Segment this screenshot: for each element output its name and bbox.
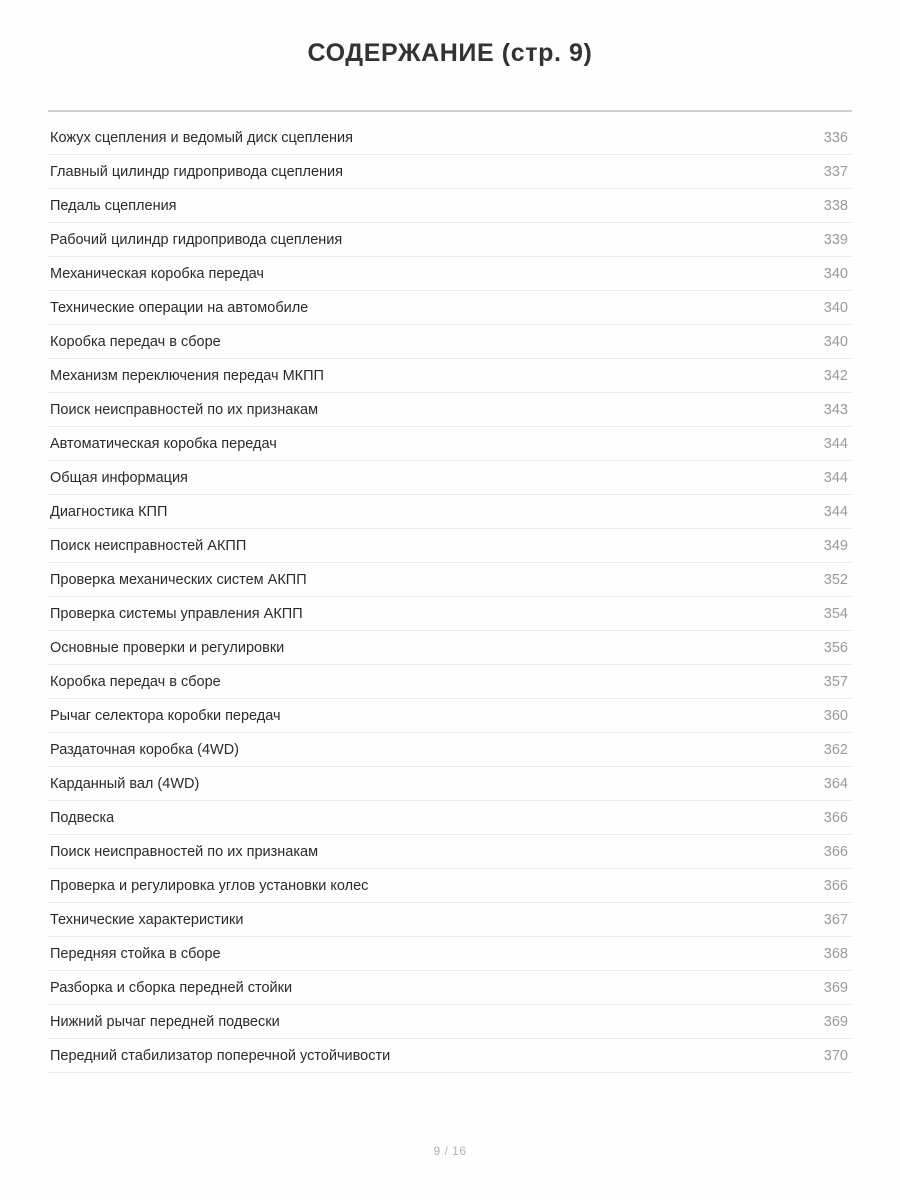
- toc-entry[interactable]: [48, 393, 852, 427]
- toc-entry-label: Рычаг селектора коробки передач: [50, 708, 281, 724]
- toc-entry-page-number: 339: [823, 232, 848, 248]
- toc-entry[interactable]: [48, 189, 852, 223]
- toc-entry-page-number: 357: [823, 674, 848, 690]
- toc-entry-page-number: 366: [823, 844, 848, 860]
- toc-entry-page-number: 340: [823, 266, 848, 282]
- toc-entry[interactable]: [48, 1039, 852, 1073]
- toc-entry-label: Рабочий цилиндр гидропривода сцепления: [50, 232, 343, 248]
- toc-entry[interactable]: [48, 257, 852, 291]
- toc-entry[interactable]: [48, 291, 852, 325]
- toc-entry-label: Механизм переключения передач МКПП: [50, 368, 324, 384]
- toc-entry-page-number: 370: [823, 1048, 848, 1064]
- toc-entry-label: Поиск неисправностей по их признакам: [50, 844, 319, 860]
- toc-entry-label: Проверка механических систем АКПП: [50, 572, 307, 588]
- toc-entry[interactable]: [48, 699, 852, 733]
- toc-entry-label: Общая информация: [50, 470, 188, 486]
- toc-entry-label: Поиск неисправностей АКПП: [50, 538, 247, 554]
- toc-entry[interactable]: [48, 801, 852, 835]
- toc-entry-label: Педаль сцепления: [50, 198, 177, 214]
- page-footer: 9 / 16: [433, 1144, 467, 1158]
- toc-entry-page-number: 362: [823, 742, 848, 758]
- toc-entry-page-number: 344: [823, 470, 848, 486]
- toc-entry[interactable]: [48, 121, 852, 155]
- toc-entry-page-number: 367: [823, 912, 848, 928]
- toc-entry[interactable]: [48, 563, 852, 597]
- toc-entry[interactable]: [48, 597, 852, 631]
- toc-entry[interactable]: [48, 155, 852, 189]
- toc-entry[interactable]: [48, 733, 852, 767]
- toc-entry-label: Поиск неисправностей по их признакам: [50, 402, 319, 418]
- toc-entry-label: Проверка и регулировка углов установки колес: [50, 878, 369, 894]
- toc-entry-label: Карданный вал (4WD): [50, 776, 200, 792]
- toc-entry[interactable]: [48, 427, 852, 461]
- toc-entry-label: Коробка передач в сборе: [50, 674, 221, 690]
- toc-entry-page-number: 340: [823, 334, 848, 350]
- toc-entry[interactable]: [48, 971, 852, 1005]
- toc-entry-label: Основные проверки и регулировки: [50, 640, 285, 656]
- toc-entry-label: Передний стабилизатор поперечной устойчивости: [50, 1048, 391, 1064]
- toc-entry-label: Технические характеристики: [50, 912, 244, 928]
- toc-entry-page-number: 369: [823, 980, 848, 996]
- toc-entry[interactable]: [48, 665, 852, 699]
- toc-entry-page-number: 352: [823, 572, 848, 588]
- toc-entry-page-number: 349: [823, 538, 848, 554]
- toc-entry[interactable]: [48, 223, 852, 257]
- toc-entry[interactable]: [48, 1005, 852, 1039]
- toc-entry-page-number: 340: [823, 300, 848, 316]
- toc-entry[interactable]: [48, 869, 852, 903]
- toc-entry-page-number: 364: [823, 776, 848, 792]
- toc-entry[interactable]: [48, 631, 852, 665]
- toc-entry-page-number: 360: [823, 708, 848, 724]
- toc-entry-page-number: 344: [823, 504, 848, 520]
- toc-entry-label: Коробка передач в сборе: [50, 334, 221, 350]
- toc-entry-page-number: 337: [823, 164, 848, 180]
- toc-entry-label: Технические операции на автомобиле: [50, 300, 309, 316]
- toc-entry-label: Нижний рычаг передней подвески: [50, 1014, 280, 1030]
- toc-entry-page-number: 368: [823, 946, 848, 962]
- page-title: СОДЕРЖАНИЕ (стр. 9): [307, 39, 593, 67]
- toc-entry-page-number: 356: [823, 640, 848, 656]
- toc-entry-label: Раздаточная коробка (4WD): [50, 742, 239, 758]
- toc-entry-page-number: 342: [823, 368, 848, 384]
- toc-entry[interactable]: [48, 937, 852, 971]
- toc-entry[interactable]: [48, 325, 852, 359]
- toc-entry-page-number: 366: [823, 810, 848, 826]
- toc-entry-page-number: 344: [823, 436, 848, 452]
- toc-entry[interactable]: [48, 835, 852, 869]
- toc-entry-page-number: 336: [823, 130, 848, 146]
- toc-entry[interactable]: [48, 903, 852, 937]
- toc-entry[interactable]: [48, 461, 852, 495]
- toc-entry[interactable]: [48, 359, 852, 393]
- toc-entry-label: Кожух сцепления и ведомый диск сцепления: [50, 130, 353, 146]
- toc-entry-label: Передняя стойка в сборе: [50, 946, 221, 962]
- toc-entry-label: Главный цилиндр гидропривода сцепления: [50, 164, 343, 180]
- toc-entry-label: Механическая коробка передач: [50, 266, 264, 282]
- toc-entry-page-number: 343: [823, 402, 848, 418]
- toc-entry[interactable]: [48, 529, 852, 563]
- toc-entry-label: Проверка системы управления АКПП: [50, 606, 303, 622]
- toc-entry-page-number: 366: [823, 878, 848, 894]
- toc-entry-page-number: 338: [823, 198, 848, 214]
- toc-entry[interactable]: [48, 767, 852, 801]
- toc-entry-label: Разборка и сборка передней стойки: [50, 980, 293, 996]
- toc-entry-page-number: 354: [823, 606, 848, 622]
- toc-entry[interactable]: [48, 495, 852, 529]
- toc-entry-label: Диагностика КПП: [50, 504, 168, 520]
- toc-entry-label: Подвеска: [50, 810, 115, 826]
- table-of-contents: [48, 112, 852, 1073]
- toc-entry-label: Автоматическая коробка передач: [50, 436, 277, 452]
- toc-entry-page-number: 369: [823, 1014, 848, 1030]
